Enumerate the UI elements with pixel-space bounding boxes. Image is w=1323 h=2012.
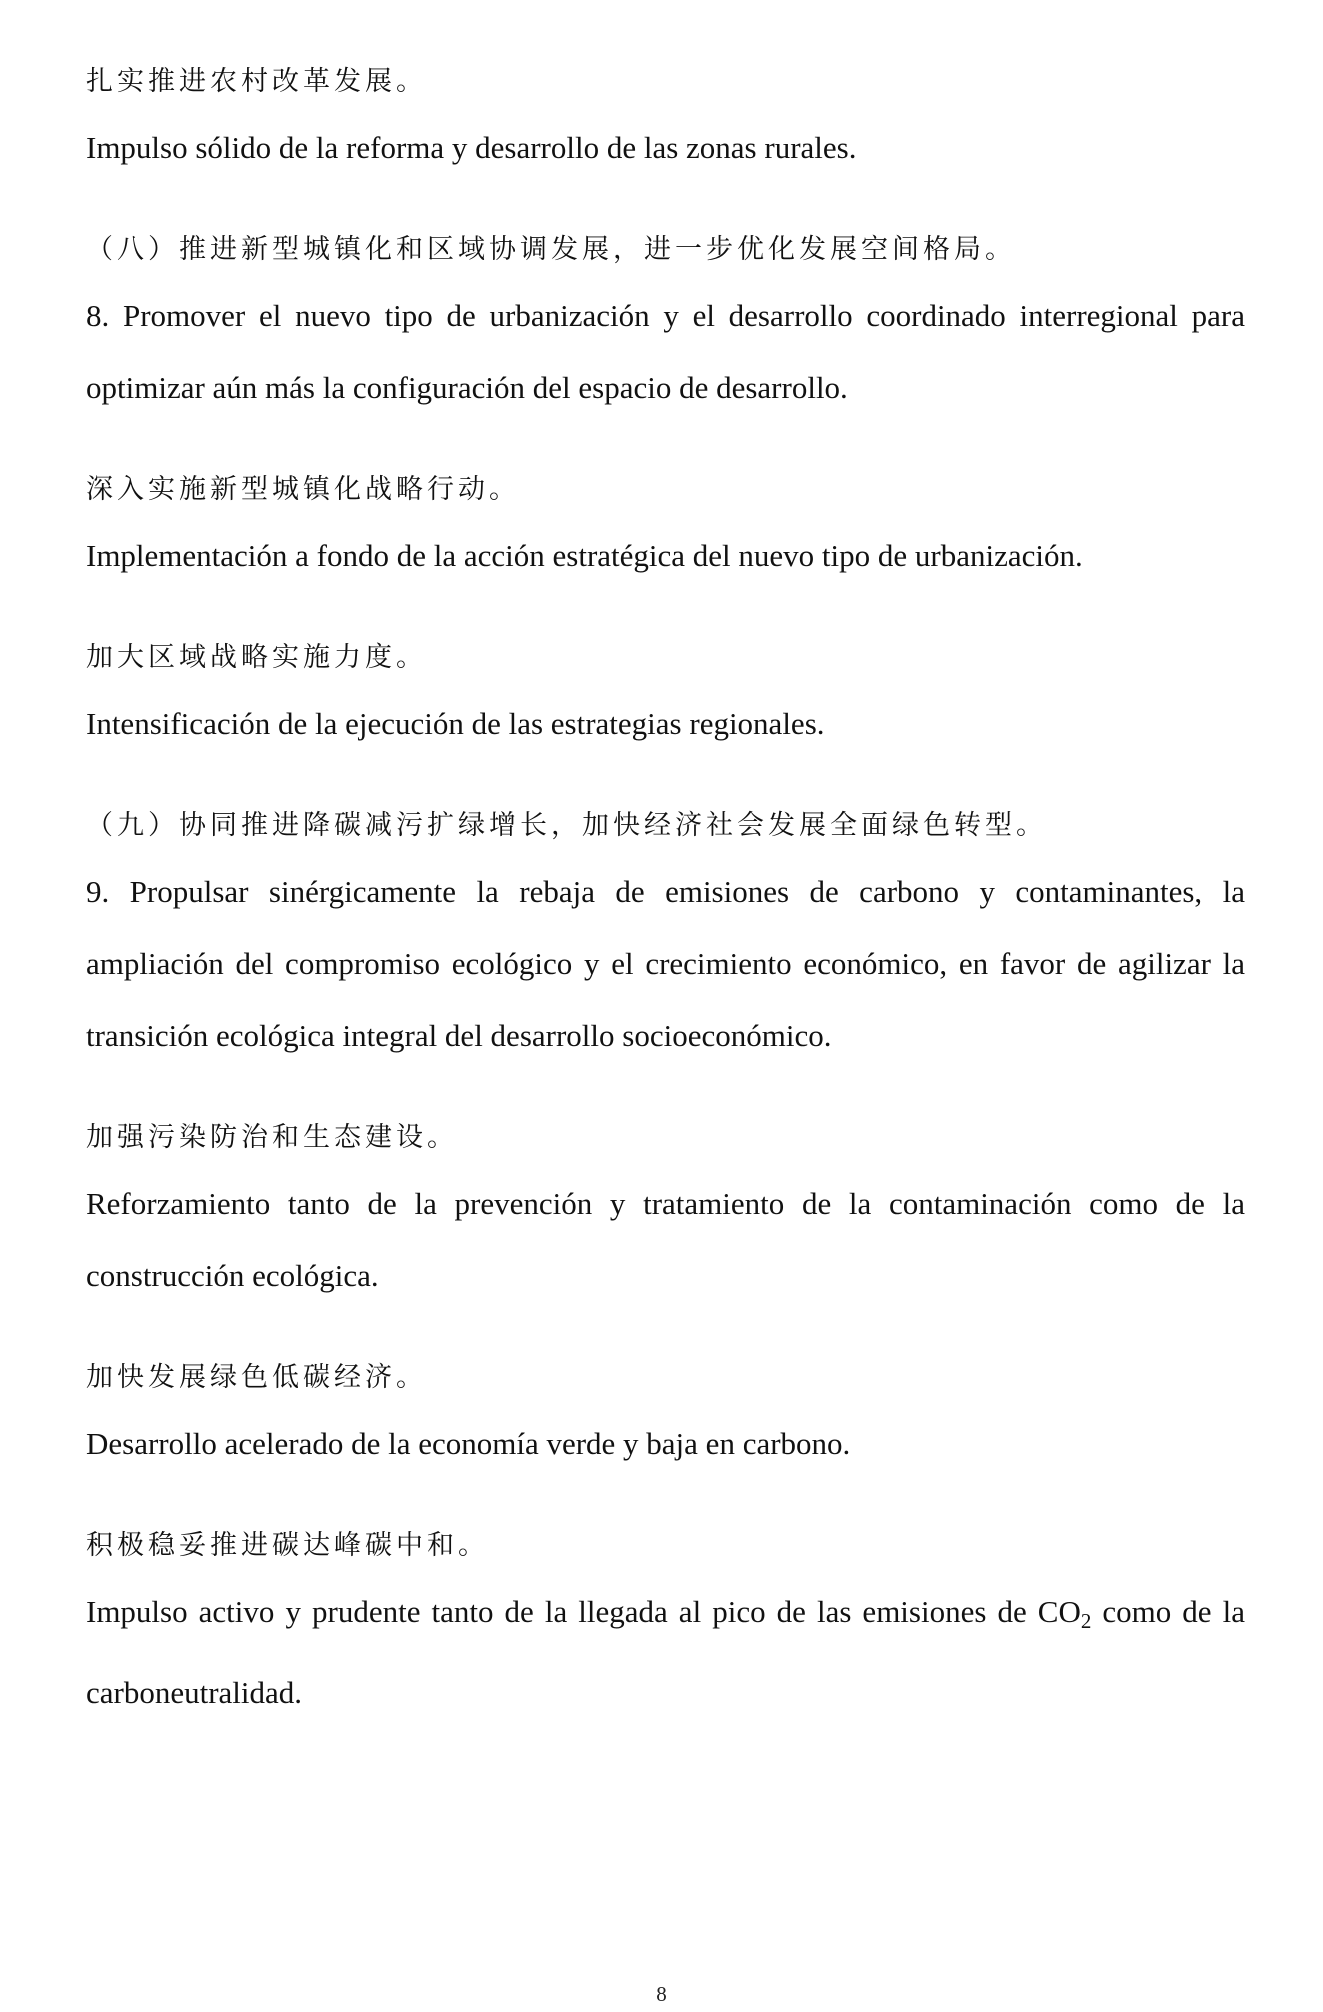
heading-zh-urbanization: 深入实施新型城镇化战略行动。 xyxy=(86,474,520,505)
carbon-text-after: como de la carboneutralidad. xyxy=(86,1594,1245,1710)
paragraph-es-pollution: Reforzamiento tanto de la prevención y tratamiento de la contaminación como de la construcción ecológica. xyxy=(86,1186,1245,1293)
heading-zh-rural-reform: 扎实推进农村改革发展。 xyxy=(86,66,427,97)
paragraph-es-regional-strategy: Intensificación de la ejecución de las estrategias regionales. xyxy=(86,706,825,741)
paragraph-es-urbanization: Implementación a fondo de la acción estratégica del nuevo tipo de urbanización. xyxy=(86,538,1083,573)
carbon-text-before: Impulso activo y prudente tanto de la llegada al pico de las emisiones de CO xyxy=(86,1594,1081,1629)
paragraph-es-section-9: 9. Propulsar sinérgicamente la rebaja de emisiones de carbono y contaminantes, la ampliación del compromiso ecológico y el crecimiento económico, en favor de agilizar la transición ecológica integral del desarrollo socioeconómico. xyxy=(86,874,1245,1053)
paragraph-es-section-8: 8. Promover el nuevo tipo de urbanización y el desarrollo coordinado interregional para optimizar aún más la configuración del espacio de desarrollo. xyxy=(86,298,1245,405)
page-number: 8 xyxy=(656,1982,667,2006)
heading-zh-section-8: （八）推进新型城镇化和区域协调发展，进一步优化发展空间格局。 xyxy=(86,234,1016,265)
heading-zh-green-economy: 加快发展绿色低碳经济。 xyxy=(86,1362,427,1393)
heading-zh-section-9: （九）协同推进降碳减污扩绿增长，加快经济社会发展全面绿色转型。 xyxy=(86,810,1047,841)
paragraph-es-green-economy: Desarrollo acelerado de la economía verde y baja en carbono. xyxy=(86,1426,851,1461)
co2-subscript: 2 xyxy=(1080,1609,1092,1633)
heading-zh-carbon-neutrality: 积极稳妥推进碳达峰碳中和。 xyxy=(86,1530,489,1561)
paragraph-es-rural-reform: Impulso sólido de la reforma y desarrollo de las zonas rurales. xyxy=(86,130,857,165)
paragraph-es-carbon-neutrality xyxy=(86,1576,1245,1729)
heading-zh-regional-strategy: 加大区域战略实施力度。 xyxy=(86,642,427,673)
heading-zh-pollution: 加强污染防治和生态建设。 xyxy=(86,1122,458,1153)
